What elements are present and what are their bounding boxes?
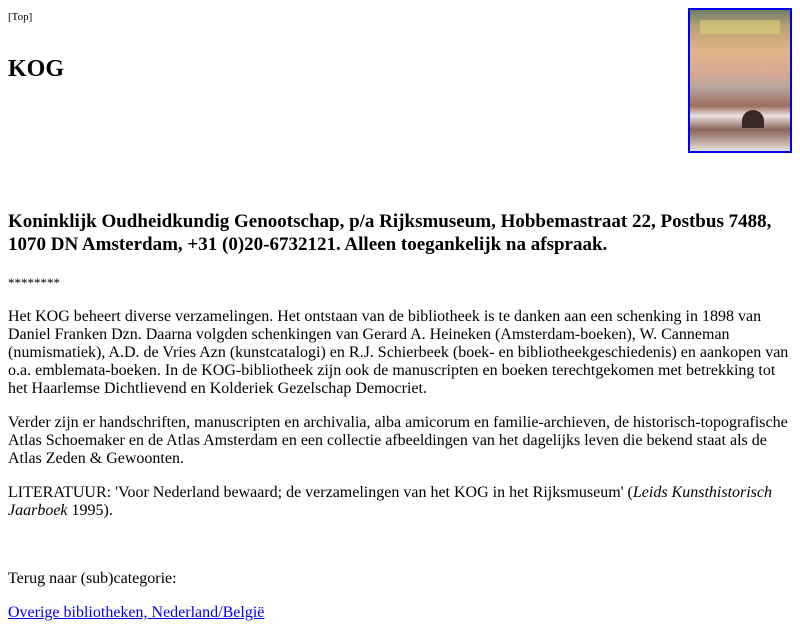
cover-gate-art <box>742 110 764 128</box>
back-label: Terug naar (sub)categorie: <box>8 570 177 587</box>
separator: ******** <box>8 275 60 290</box>
literature-prefix: LITERATUUR: 'Voor Nederland bewaard; de verzamelingen van het KOG in het Rijksmuseum' ( <box>8 484 633 501</box>
top-link[interactable]: [Top] <box>8 11 33 23</box>
literature-journal: Leids Kunsthistorisch Jaarboek <box>8 484 773 519</box>
literature-suffix: 1995). <box>67 502 113 519</box>
cover-title-art <box>700 20 780 34</box>
page-title: KOG <box>8 56 65 82</box>
literature-note <box>8 484 792 520</box>
description-paragraph-1: Het KOG beheert diverse verzamelingen. Het ontstaan van de bibliotheek is te danken aan een schenking in 1898 van Daniel Franken Dzn. Daarna volgden schenkingen van Gerard A. Heineken (Amsterdam-boeken), W. Canneman (numismatiek), A.D. de Vries Azn (kunstcatalogi) en R.J. Schierbeek (boek- en bibliotheekgeschiedenis) en aankopen van o.a. emblemata-boeken. In de KOG-bibliotheek zijn ook de manuscripten en boeken terechtgekomen met betrekking tot het Haarlemse Dichtlievend en Kolderiek Gezelschap Democriet. <box>8 308 789 397</box>
description-paragraph-2: Verder zijn er handschriften, manuscripten en archivalia, alba amicorum en familie-archieven, de historisch-topografische Atlas Schoemaker en de Atlas Amsterdam en een collectie afbeeldingen van het dagelijks leven die bekend staat als de Atlas Zeden & Gewoonten. <box>8 414 788 467</box>
book-cover-image[interactable] <box>688 8 792 153</box>
back-category-link[interactable]: Overige bibliotheken, Nederland/België <box>8 604 265 621</box>
address-heading: Koninklijk Oudheidkundig Genootschap, p/a Rijksmuseum, Hobbemastraat 22, Postbus 7488, 1070 DN Amsterdam, +31 (0)20-6732121. Alleen toegankelijk na afspraak. <box>8 211 772 255</box>
